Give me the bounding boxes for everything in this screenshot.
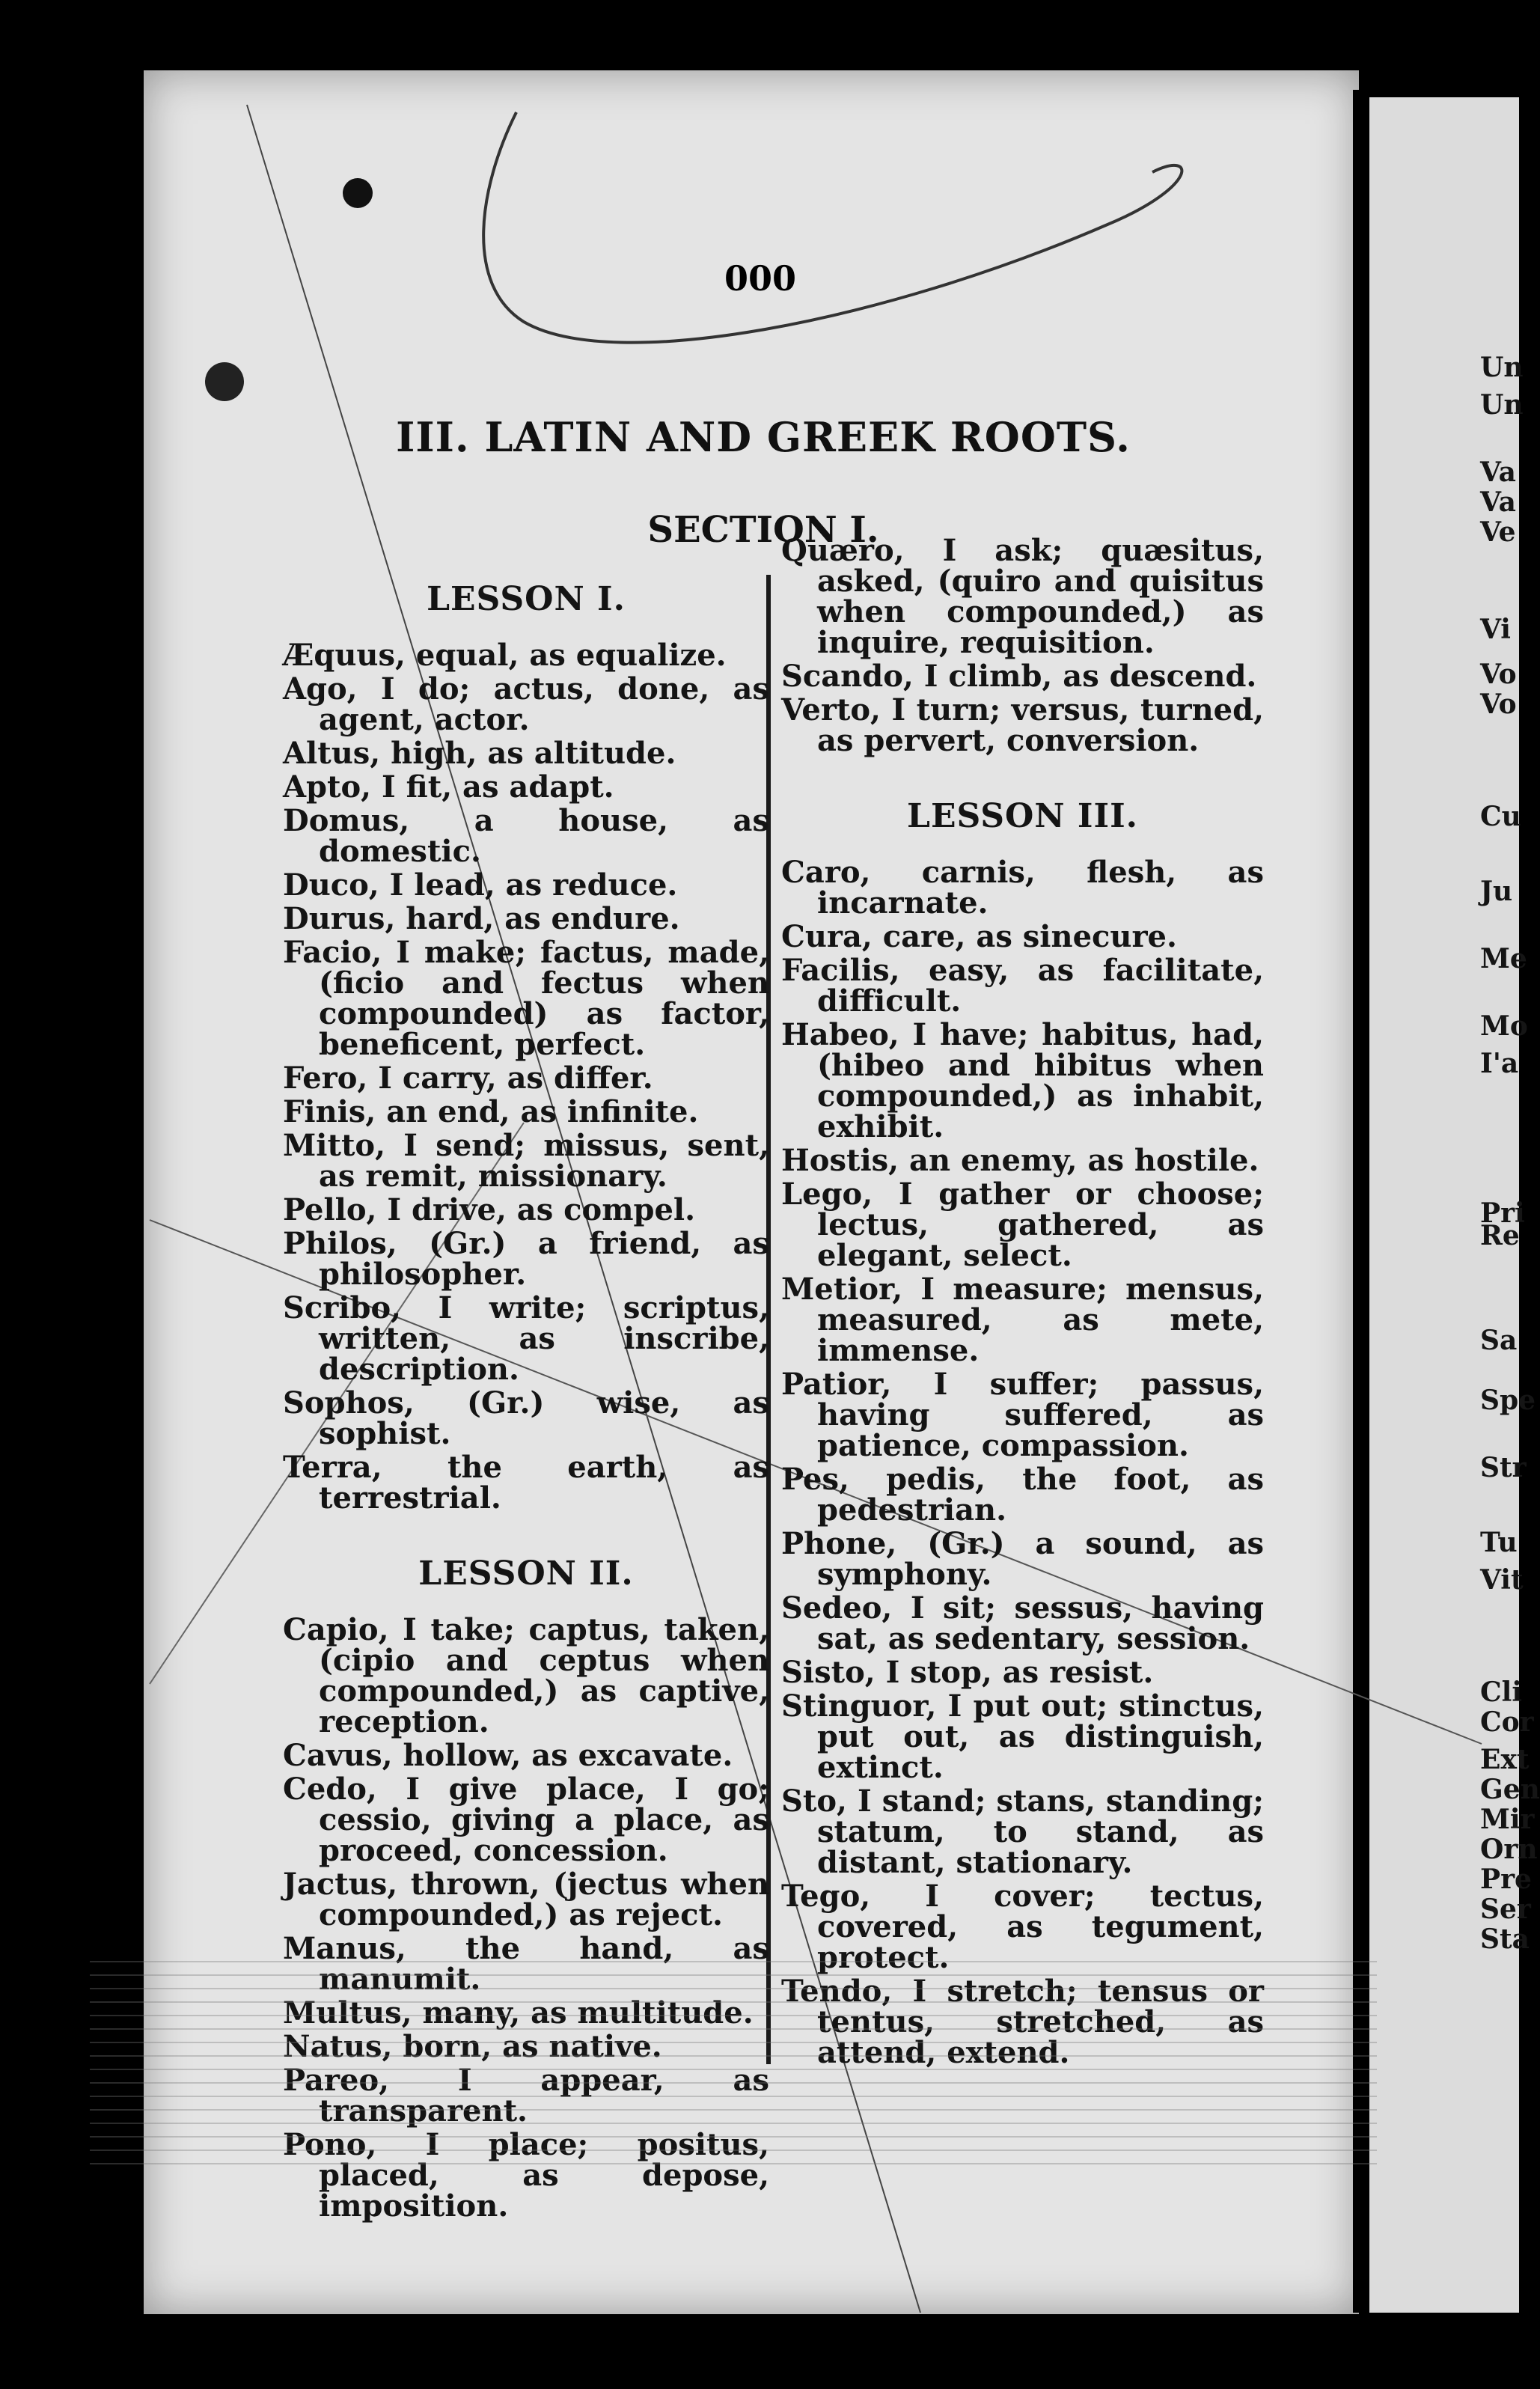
root-entry: Sophos, (Gr.) wise, as sophist. <box>283 1385 769 1451</box>
lesson-entries <box>781 857 1264 2068</box>
root-entry: Sto, I stand; stans, standing; statum, to stand, as distant, stationary. <box>781 1784 1264 1880</box>
facing-page-fragment: Sta <box>1480 1923 1530 1955</box>
scan-artifact <box>90 1961 1377 1962</box>
root-entry: Lego, I gather or choose; lectus, gathered, as elegant, select. <box>781 1177 1264 1273</box>
root-entry: Ago, I do; actus, done, as agent, actor. <box>283 671 769 737</box>
root-entry: Finis, an end, as infinite. <box>283 1094 699 1129</box>
root-entry: Jactus, thrown, (jectus when compounded,) as reject. <box>283 1867 769 1932</box>
facing-page-fragment: Vo <box>1480 689 1517 720</box>
root-entry: Capio, I take; captus, taken, (cipio and ceptus when compounded,) as captive, reception. <box>283 1612 769 1739</box>
facing-page-fragment: Cor <box>1480 1706 1534 1738</box>
scan-artifact <box>90 2150 1377 2151</box>
root-entry: Scando, I climb, as descend. <box>781 659 1257 694</box>
scan-artifact <box>90 2082 1377 2084</box>
facing-page-fragment: Orn <box>1480 1834 1538 1865</box>
facing-page-fragment: Spe <box>1480 1385 1536 1416</box>
root-entry: Tego, I cover; tectus, covered, as tegument, protect. <box>781 1879 1264 1975</box>
page-number: 000 <box>724 258 797 299</box>
scan-artifact <box>90 2028 1377 2030</box>
facing-page-fragment: Gen <box>1480 1774 1540 1805</box>
scan-artifact <box>90 2096 1377 2097</box>
root-entry: Facio, I make; factus, made, (ficio and fectus when compounded) as factor, beneficent, perfect. <box>283 935 769 1062</box>
root-entry: Metior, I measure; mensus, measured, as mete, immense. <box>781 1272 1264 1368</box>
root-entry: Sisto, I stop, as resist. <box>781 1655 1154 1690</box>
root-entry: Mitto, I send; missus, sent, as remit, missionary. <box>283 1128 769 1194</box>
root-entry: Cura, care, as sinecure. <box>781 919 1177 954</box>
root-entry: Fero, I carry, as differ. <box>283 1061 653 1096</box>
lesson-entries <box>283 638 769 1516</box>
root-entry: Domus, a house, as domestic. <box>283 803 769 869</box>
root-entry: Pello, I drive, as compel. <box>283 1192 696 1227</box>
root-entry: Manus, the hand, as manumit. <box>283 1931 769 1997</box>
continued-entries <box>781 535 1264 756</box>
facing-page-fragment: Mir <box>1480 1804 1535 1835</box>
scan-artifact <box>90 2163 1377 2164</box>
facing-page-fragment: Tu <box>1480 1527 1518 1558</box>
facing-page-fragment: Me <box>1480 943 1527 974</box>
root-entry: Philos, (Gr.) a friend, as philosopher. <box>283 1226 769 1292</box>
root-entry: Pono, I place; positus, placed, as depose, imposition. <box>283 2127 769 2224</box>
facing-page-fragment: Ser <box>1480 1894 1531 1925</box>
facing-page-fragment: Cu <box>1480 801 1521 832</box>
lesson-entries <box>283 1612 769 2224</box>
root-entry: Apto, I fit, as adapt. <box>283 769 614 805</box>
facing-page-fragment: Re <box>1480 1220 1520 1251</box>
facing-page-fragment: Sa <box>1480 1325 1518 1356</box>
root-entry: Phone, (Gr.) a sound, as symphony. <box>781 1526 1264 1592</box>
root-entry: Quæro, I ask; quæsitus, asked, (quiro and quisitus when compounded,) as inquire, requisition. <box>781 533 1264 660</box>
scan-artifact <box>90 2069 1377 2070</box>
facing-page-fragment: Mo <box>1480 1010 1528 1042</box>
root-entry: Multus, many, as multitude. <box>283 1995 754 2031</box>
scan-artifact <box>90 2001 1377 2003</box>
facing-page-fragment: Str <box>1480 1452 1527 1483</box>
root-entry: Altus, high, as altitude. <box>283 736 676 771</box>
facing-page-fragment: Pre <box>1480 1864 1532 1895</box>
root-entry: Durus, hard, as endure. <box>283 901 680 936</box>
section-title: SECTION I. <box>647 509 879 551</box>
lesson-heading: LESSON II. <box>418 1554 634 1593</box>
root-entry: Pareo, I appear, as transparent. <box>283 2063 769 2129</box>
root-entry: Facilis, easy, as facilitate, difficult. <box>781 953 1264 1019</box>
root-entry: Patior, I suffer; passus, having suffered, as patience, compassion. <box>781 1367 1264 1463</box>
root-entry: Cavus, hollow, as excavate. <box>283 1738 733 1773</box>
page-title: III. LATIN AND GREEK ROOTS. <box>396 413 1131 461</box>
root-entry: Tendo, I stretch; tensus or tentus, stretched, as attend, extend. <box>781 1974 1264 2070</box>
right-column <box>781 535 1264 2071</box>
facing-page-fragment: Ve <box>1480 516 1516 548</box>
facing-page-fragment: Un <box>1480 389 1524 421</box>
scan-artifact <box>90 1974 1377 1976</box>
facing-page-fragment: Un <box>1480 352 1524 383</box>
facing-page-fragment: Vo <box>1480 659 1517 690</box>
facing-page-fragment: Pri <box>1480 1197 1525 1229</box>
scan-artifact <box>90 2055 1377 2057</box>
scan-artifact <box>90 2042 1377 2043</box>
scan-artifact <box>90 2123 1377 2124</box>
root-entry: Scribo, I write; scriptus, written, as inscribe, description. <box>283 1290 769 1387</box>
root-entry: Æquus, equal, as equalize. <box>283 638 727 673</box>
ink-blot <box>343 178 373 208</box>
facing-page-fragment: I'a <box>1480 1048 1519 1079</box>
scan-artifact <box>90 1988 1377 1989</box>
root-entry: Duco, I lead, as reduce. <box>283 867 678 903</box>
facing-page-fragment: Vit <box>1480 1564 1524 1596</box>
root-entry: Sedeo, I sit; sessus, having sat, as sedentary, session. <box>781 1590 1264 1656</box>
lesson-heading: LESSON III. <box>907 797 1138 835</box>
root-entry: Verto, I turn; versus, turned, as pervert, conversion. <box>781 692 1264 758</box>
facing-page-fragment: Vi <box>1480 614 1511 645</box>
facing-page-fragment: Ju <box>1480 876 1513 907</box>
scan-artifact <box>90 2015 1377 2016</box>
root-entry: Natus, born, as native. <box>283 2029 662 2064</box>
left-column <box>283 580 769 2224</box>
root-entry: Cedo, I give place, I go; cessio, giving a place, as proceed, concession. <box>283 1772 769 1868</box>
root-entry: Terra, the earth, as terrestrial. <box>283 1450 769 1516</box>
root-entry: Hostis, an enemy, as hostile. <box>781 1143 1259 1178</box>
lesson-heading: LESSON I. <box>427 580 626 618</box>
root-entry: Pes, pedis, the foot, as pedestrian. <box>781 1462 1264 1528</box>
scan-artifact <box>90 2109 1377 2111</box>
facing-page-fragment: Ext <box>1480 1744 1530 1775</box>
root-entry: Stinguor, I put out; stinctus, put out, as distinguish, extinct. <box>781 1688 1264 1785</box>
facing-page-fragment: Cli <box>1480 1676 1523 1708</box>
root-entry: Caro, carnis, flesh, as incarnate. <box>781 855 1264 921</box>
ink-blot <box>205 362 244 401</box>
facing-page-fragment: Va <box>1480 486 1516 518</box>
scan-artifact <box>90 2136 1377 2138</box>
root-entry: Habeo, I have; habitus, had, (hibeo and hibitus when compounded,) as inhabit, exhibit. <box>781 1017 1264 1144</box>
facing-page-fragment: Va <box>1480 457 1516 488</box>
